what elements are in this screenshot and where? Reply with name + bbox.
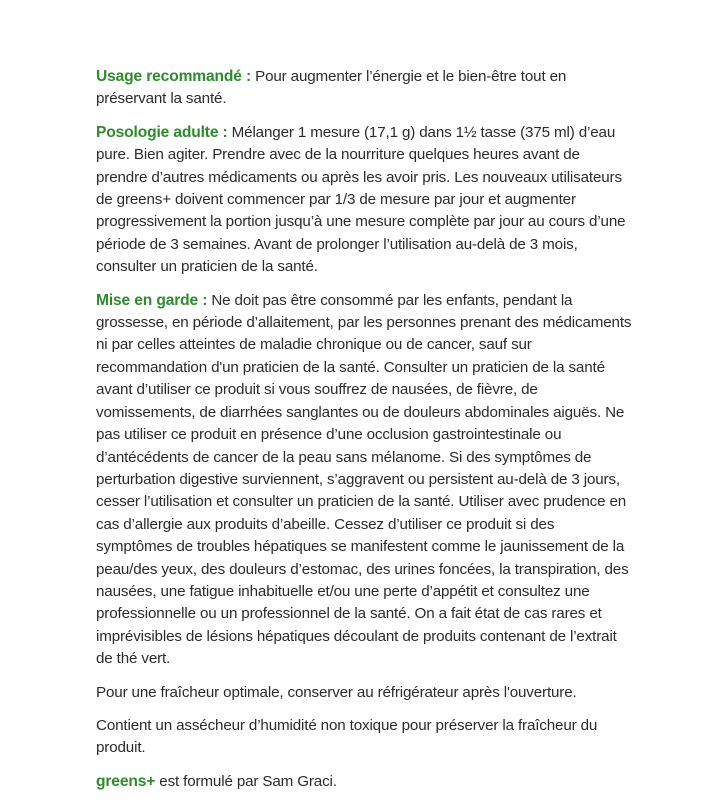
dosage-text: Mélanger 1 mesure (17,1 g) dans 1½ tasse (375 ml) d’eau pure. Bien agiter. Prendre avec de la nourriture quelques heures avant de prendre d’autres médicaments ou après les avoir pris. Les nouveaux utilisateurs de greens+ doivent commencer par 1/3 de mesure par jour et augmenter progressivement la portion jusqu’à une mesure complète par jour au cours d’une période de 3 semaines. Avant de prolonger l’utilisation au-delà de 3 mois, consulter un praticien de la santé. xyxy=(96,123,626,276)
dosage-paragraph xyxy=(96,122,632,279)
storage-paragraph xyxy=(96,682,632,704)
desiccant-paragraph xyxy=(96,715,632,760)
warning-text: Ne doit pas être consommé par les enfants, pendant la grossesse, en période d’allaitement, par les personnes prenant des médicaments ni par celles atteintes de maladie chronique ou de cancer, sauf sur recommandation d'un praticien de la santé. Consulter un praticien de la santé avant d’utiliser ce produit si vous souffrez de nausées, de fièvre, de vomissements, de diarrhées sanglantes ou de douleurs abdominales aiguës. Ne pas utiliser ce produit en présence d’une occlusion gastrointestinale ou d’antécédents de cancer de la peau sans mélanome. Si des symptômes de perturbation digestive surviennent, s’aggravent ou persistent au-delà de 3 jours, cesser l’utilisation et consulter un praticien de la santé. Utiliser avec prudence en cas d’allergie aux produits d’abeille. Cessez d’utiliser ce produit si des symptômes de troubles hépatiques se manifestent comme le jaunissement de la peau/des yeux, des douleurs d’estomac, des urines foncées, la transpiration, des nausées, une fatigue inhabituelle et/ou une perte d’appétit et consultez une professionnelle ou un professionnel de la santé. On a fait état de cas rares et imprévisibles de lésions hépatiques découlant de produits contenant de l’extrait de thé vert. xyxy=(96,291,632,668)
warning-label: Mise en garde : xyxy=(96,291,208,309)
formulator-text: est formulé par Sam Graci. xyxy=(155,772,337,790)
storage-text: Pour une fraîcheur optimale, conserver au réfrigérateur après l'ouverture. xyxy=(96,683,577,701)
usage-label: Usage recommandé : xyxy=(96,68,252,85)
warning-paragraph xyxy=(96,290,632,671)
dosage-label: Posologie adulte : xyxy=(96,123,228,141)
usage-paragraph xyxy=(96,66,632,111)
brand-name: greens+ xyxy=(96,772,156,790)
formulator-paragraph xyxy=(96,771,632,793)
desiccant-text: Contient un assécheur d’humidité non toxique pour préserver la fraîcheur du produit. xyxy=(96,716,598,757)
product-label-text xyxy=(96,66,632,804)
usage-text: Pour augmenter l’énergie et le bien-être tout en préservant la santé. xyxy=(96,68,567,108)
